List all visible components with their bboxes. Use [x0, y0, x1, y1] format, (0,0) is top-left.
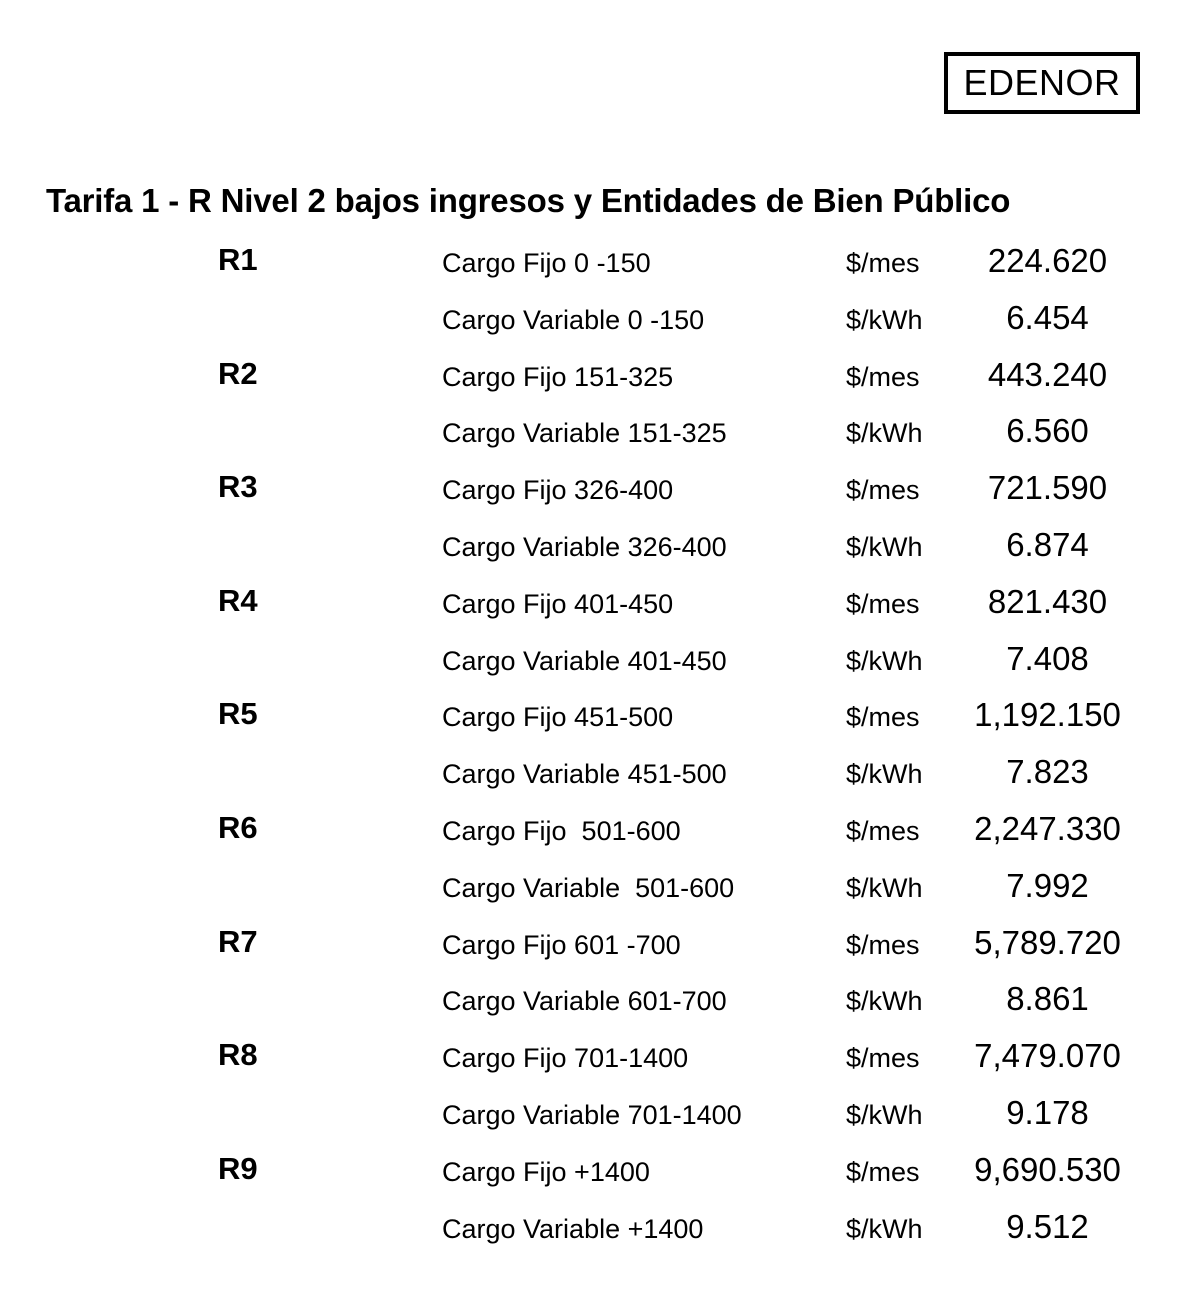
tier-code: R2: [218, 355, 258, 391]
charge-concept: Cargo Fijo 0 -150: [442, 248, 651, 278]
charge-value: 7.408: [1006, 639, 1089, 677]
table-row: [0, 802, 1200, 859]
table-row: [0, 632, 1200, 689]
charge-value: 9,690.530: [974, 1150, 1121, 1188]
table-row: [0, 461, 1200, 518]
table-row: [0, 1086, 1200, 1143]
charge-concept: Cargo Variable 326-400: [442, 531, 727, 562]
charge-unit: $/kWh: [846, 872, 923, 903]
tier-code: R1: [218, 242, 258, 277]
charge-concept: Cargo Fijo 501-600: [442, 815, 681, 846]
tier-code: R8: [218, 1037, 258, 1073]
tier-code: R6: [218, 809, 258, 845]
charge-unit: $/mes: [846, 815, 920, 846]
charge-value: 7.823: [1006, 753, 1089, 791]
table-row: [0, 291, 1200, 348]
charge-value: 721.590: [987, 469, 1108, 507]
charge-unit: $/kWh: [846, 759, 923, 790]
charge-concept: Cargo Variable 501-600: [442, 872, 735, 903]
charge-concept: Cargo Fijo 326-400: [442, 475, 674, 506]
charge-unit: $/kWh: [846, 531, 923, 562]
charge-concept: Cargo Variable 0 -150: [442, 304, 705, 335]
table-row: [0, 916, 1200, 973]
charge-value: 8.861: [1006, 980, 1089, 1018]
charge-unit: $/kWh: [846, 304, 923, 335]
page-title: Tarifa 1 - R Nivel 2 bajos ingresos y Entidades de Bien Público: [46, 182, 1011, 219]
charge-value: 7.992: [1006, 866, 1089, 904]
table-row: [0, 404, 1200, 461]
charge-value: 443.240: [987, 355, 1108, 393]
charge-value: 6.454: [1006, 298, 1089, 336]
charge-unit: $/kWh: [846, 1099, 923, 1130]
table-row: [0, 518, 1200, 575]
charge-concept: Cargo Variable 601-700: [442, 986, 727, 1017]
charge-unit: $/mes: [846, 248, 920, 278]
tier-code: R5: [218, 696, 258, 732]
charge-value: 6.874: [1006, 525, 1089, 563]
brand-label: EDENOR: [944, 52, 1140, 114]
charge-value: 821.430: [987, 582, 1108, 620]
table-row: [0, 234, 1200, 291]
table-row: [0, 1029, 1200, 1086]
charge-value: 7,479.070: [974, 1037, 1121, 1075]
table-row: [0, 859, 1200, 916]
table-row: [0, 575, 1200, 632]
table-row: [0, 745, 1200, 802]
charge-concept: Cargo Variable 701-1400: [442, 1099, 742, 1130]
tier-code: R9: [218, 1150, 258, 1186]
charge-unit: $/mes: [846, 475, 920, 506]
charge-concept: Cargo Variable 451-500: [442, 759, 727, 790]
charge-unit: $/kWh: [846, 418, 923, 449]
tariff-table: [0, 234, 1200, 1256]
table-row: [0, 348, 1200, 405]
charge-unit: $/mes: [846, 588, 920, 619]
charge-unit: $/mes: [846, 361, 920, 392]
table-row: [0, 1143, 1200, 1200]
charge-value: 6.560: [1006, 412, 1089, 450]
charge-value: 9.512: [1006, 1207, 1089, 1245]
charge-concept: Cargo Fijo +1400: [442, 1156, 650, 1187]
charge-unit: $/mes: [846, 702, 920, 733]
charge-value: 1,192.150: [974, 696, 1121, 734]
charge-unit: $/kWh: [846, 645, 923, 676]
charge-value: 5,789.720: [974, 923, 1121, 961]
charge-concept: Cargo Fijo 401-450: [442, 588, 674, 619]
charge-value: 224.620: [987, 242, 1108, 279]
charge-concept: Cargo Fijo 451-500: [442, 702, 674, 733]
table-row: [0, 688, 1200, 745]
tier-code: R3: [218, 469, 258, 505]
charge-unit: $/mes: [846, 1043, 920, 1074]
charge-unit: $/mes: [846, 929, 920, 960]
charge-value: 9.178: [1006, 1093, 1089, 1131]
tier-code: R7: [218, 923, 258, 959]
charge-concept: Cargo Variable +1400: [442, 1213, 704, 1244]
charge-concept: Cargo Fijo 601 -700: [442, 929, 681, 960]
tier-code: R4: [218, 582, 258, 618]
charge-concept: Cargo Variable 151-325: [442, 418, 727, 449]
charge-unit: $/kWh: [846, 1213, 923, 1244]
charge-concept: Cargo Fijo 701-1400: [442, 1043, 689, 1074]
table-row: [0, 972, 1200, 1029]
charge-unit: $/kWh: [846, 986, 923, 1017]
charge-concept: Cargo Fijo 151-325: [442, 361, 674, 392]
charge-unit: $/mes: [846, 1156, 920, 1187]
table-row: [0, 1200, 1200, 1257]
charge-concept: Cargo Variable 401-450: [442, 645, 727, 676]
charge-value: 2,247.330: [974, 809, 1121, 847]
